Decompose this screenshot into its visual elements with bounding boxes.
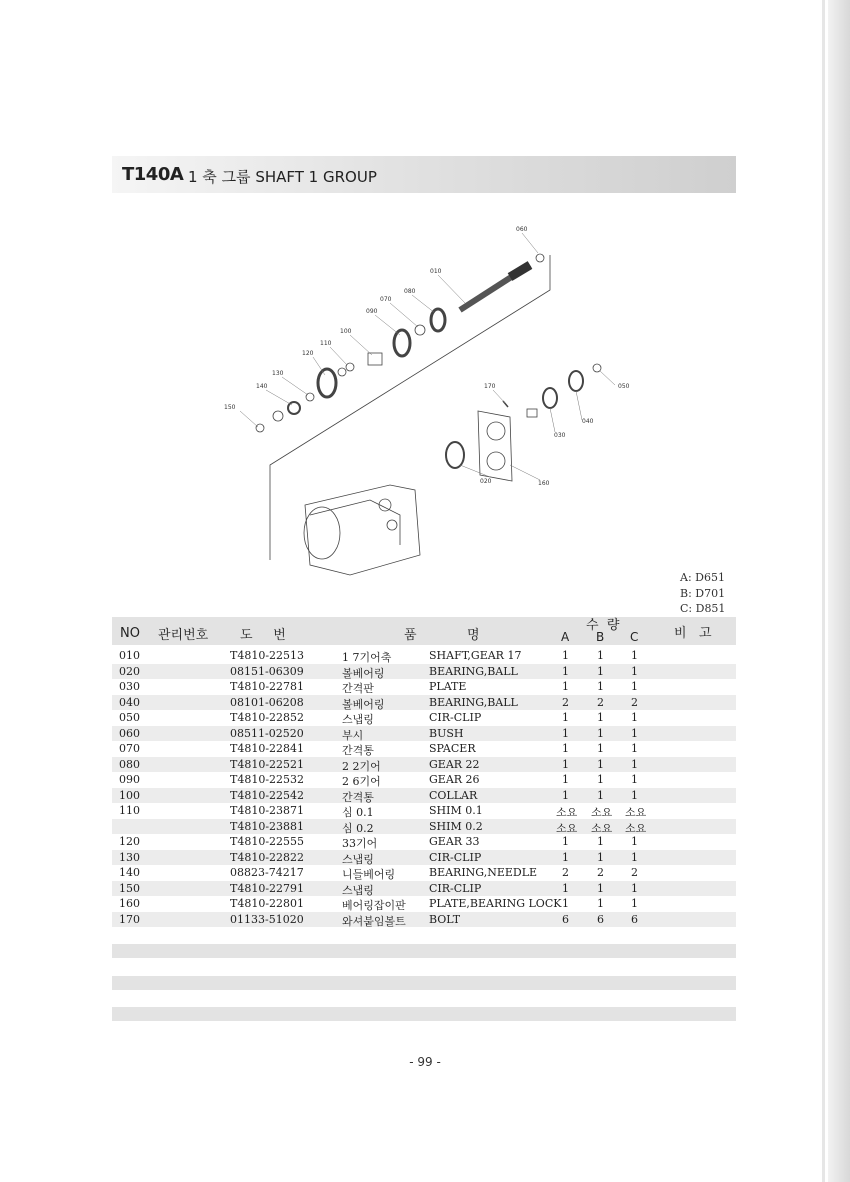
- table-row: [112, 648, 736, 664]
- snapring-050-part: [593, 364, 601, 372]
- row-qty-a: 2: [562, 866, 569, 879]
- row-qty-a: 1: [562, 881, 569, 895]
- row-no: 170: [119, 912, 140, 926]
- row-no: 060: [119, 726, 140, 740]
- row-part-number: 08823-74217: [230, 866, 304, 879]
- snap-ring-part: [256, 424, 264, 432]
- gear-33-part: [318, 369, 336, 397]
- bearing-part: [273, 411, 283, 421]
- row-qty-a: 1: [562, 726, 569, 740]
- row-korean-name: 볼베어링: [342, 666, 385, 680]
- callout-label: 140: [256, 383, 268, 390]
- row-english-name: BEARING,BALL: [429, 695, 518, 709]
- table-row: [112, 741, 736, 757]
- row-qty-a: 1: [562, 649, 569, 662]
- plate-030-part: [527, 409, 537, 417]
- table-header: [112, 617, 736, 645]
- table-row: [112, 850, 736, 866]
- row-qty-c: 6: [631, 912, 638, 926]
- row-qty-b: 1: [597, 664, 604, 678]
- empty-row-band: [112, 1007, 736, 1021]
- row-qty-a: 소요: [556, 821, 578, 835]
- bearing-020-part: [446, 442, 464, 468]
- row-part-number: T4810-22801: [230, 897, 305, 910]
- callout-label: 090: [366, 308, 378, 315]
- row-qty-c: 2: [631, 695, 638, 709]
- row-qty-a: 1: [562, 850, 569, 864]
- callout-label: 080: [404, 288, 416, 295]
- row-qty-c: 1: [631, 680, 638, 693]
- page-edge-line: [822, 0, 825, 1182]
- row-qty-c: 1: [631, 881, 638, 895]
- row-english-name: CIR-CLIP: [429, 711, 482, 724]
- callout-label: 120: [302, 350, 314, 357]
- row-korean-name: 부시: [342, 728, 364, 742]
- callout-label: 030: [554, 432, 566, 439]
- row-qty-b: 1: [597, 757, 604, 771]
- row-qty-a: 1: [562, 742, 569, 755]
- callout-label: 020: [480, 478, 492, 485]
- row-korean-name: 스냅링: [342, 713, 374, 726]
- row-part-number: T4810-23881: [230, 819, 305, 833]
- row-korean-name: 1 7기어축: [342, 651, 392, 664]
- row-qty-c: 1: [631, 711, 638, 724]
- spacer-part: [415, 325, 425, 335]
- row-part-number: T4810-22781: [230, 680, 305, 693]
- row-part-number: T4810-22532: [230, 773, 305, 786]
- row-qty-c: 1: [631, 726, 638, 740]
- row-no: 070: [119, 742, 140, 755]
- row-qty-b: 1: [597, 881, 604, 895]
- row-no: 030: [119, 680, 140, 693]
- row-korean-name: 33기어: [342, 837, 378, 850]
- row-qty-c: 1: [631, 897, 638, 910]
- header-quantity: 수 량: [586, 618, 620, 633]
- row-qty-b: 1: [597, 742, 604, 755]
- bush-part: [536, 254, 544, 262]
- empty-row-band: [112, 944, 736, 958]
- row-qty-b: 1: [597, 835, 604, 848]
- table-row: [112, 664, 736, 680]
- row-part-number: 08101-06208: [230, 695, 304, 709]
- row-english-name: PLATE,BEARING LOCK: [429, 897, 562, 910]
- row-qty-a: 1: [562, 757, 569, 771]
- row-english-name: GEAR 33: [429, 835, 480, 848]
- table-row: [112, 788, 736, 804]
- row-korean-name: 간격통: [342, 744, 374, 757]
- row-qty-a: 1: [562, 835, 569, 848]
- row-no: 090: [119, 773, 140, 786]
- table-row: [112, 757, 736, 773]
- row-qty-a: 1: [562, 711, 569, 724]
- table-row: [112, 803, 736, 819]
- header-b: B: [596, 630, 605, 644]
- row-korean-name: 스냅링: [342, 852, 374, 866]
- callout-label: 050: [618, 383, 630, 390]
- row-no: 140: [119, 866, 140, 879]
- title-text: 1 축 그룹 SHAFT 1 GROUP: [188, 168, 377, 186]
- row-korean-name: 심 0.2: [342, 821, 374, 835]
- row-english-name: PLATE: [429, 680, 467, 693]
- callout-label: 160: [538, 480, 550, 487]
- row-english-name: COLLAR: [429, 788, 478, 802]
- row-qty-b: 소요: [591, 806, 613, 819]
- table-row: [112, 772, 736, 788]
- header-name-1: 품: [404, 628, 417, 643]
- row-qty-a: 6: [562, 912, 569, 926]
- shim-part: [346, 363, 354, 371]
- gear-22-part: [431, 309, 445, 331]
- row-qty-b: 1: [597, 788, 604, 802]
- row-part-number: T4810-22521: [230, 757, 305, 771]
- model-variants: [680, 570, 725, 617]
- row-qty-a: 1: [562, 897, 569, 910]
- row-qty-a: 1: [562, 680, 569, 693]
- callout-label: 130: [272, 370, 284, 377]
- callout-label: 010: [430, 268, 442, 275]
- row-qty-c: 소요: [625, 806, 647, 819]
- row-part-number: 08151-06309: [230, 664, 304, 678]
- row-no: 050: [119, 711, 140, 724]
- row-english-name: BUSH: [429, 726, 464, 740]
- callout-label: 040: [582, 418, 594, 425]
- collar-part: [368, 353, 382, 365]
- row-part-number: T4810-22841: [230, 742, 305, 755]
- row-qty-c: 1: [631, 742, 638, 755]
- row-no: 010: [119, 649, 140, 662]
- header-remark: 비 고: [674, 626, 712, 641]
- row-korean-name: 니들베어링: [342, 868, 396, 881]
- row-english-name: CIR-CLIP: [429, 881, 482, 895]
- row-korean-name: 베어링잡이판: [342, 899, 406, 912]
- row-korean-name: 와셔붙임볼트: [342, 914, 406, 928]
- table-row: [112, 912, 736, 928]
- row-part-number: 08511-02520: [230, 726, 304, 740]
- row-qty-b: 1: [597, 726, 604, 740]
- row-qty-c: 1: [631, 757, 638, 771]
- table-row: [112, 881, 736, 897]
- row-korean-name: 2 2기어: [342, 759, 381, 773]
- row-english-name: SHIM 0.2: [429, 819, 483, 833]
- row-no: 040: [119, 695, 140, 709]
- title-bar: [112, 156, 736, 193]
- row-english-name: GEAR 26: [429, 773, 480, 786]
- row-qty-c: 1: [631, 835, 638, 848]
- bearing-040-part: [569, 371, 583, 391]
- header-mgmt-no: 관리번호: [158, 628, 209, 643]
- row-part-number: T4810-23871: [230, 804, 305, 817]
- table-row: [112, 726, 736, 742]
- row-part-number: T4810-22791: [230, 881, 305, 895]
- row-qty-c: 1: [631, 850, 638, 864]
- row-part-number: T4810-22852: [230, 711, 305, 724]
- row-no: 150: [119, 881, 140, 895]
- exploded-parts-diagram: [210, 215, 650, 600]
- callout-label: 150: [224, 404, 236, 411]
- row-korean-name: 간격통: [342, 790, 374, 804]
- row-english-name: SHAFT,GEAR 17: [429, 649, 522, 662]
- row-no: 080: [119, 757, 140, 771]
- row-korean-name: 2 6기어: [342, 775, 381, 788]
- row-qty-a: 1: [562, 788, 569, 802]
- row-part-number: 01133-51020: [230, 912, 304, 926]
- callout-label: 070: [380, 296, 392, 303]
- table-row: [112, 865, 736, 881]
- row-no: 160: [119, 897, 140, 910]
- row-qty-b: 소요: [591, 821, 613, 835]
- row-qty-b: 1: [597, 649, 604, 662]
- row-qty-b: 2: [597, 695, 604, 709]
- row-english-name: SHIM 0.1: [429, 804, 483, 817]
- title-code: T140A: [122, 164, 184, 185]
- row-qty-a: 1: [562, 664, 569, 678]
- table-row: [112, 695, 736, 711]
- row-qty-a: 1: [562, 773, 569, 786]
- row-english-name: GEAR 22: [429, 757, 480, 771]
- table-row: [112, 819, 736, 835]
- row-korean-name: 볼베어링: [342, 697, 385, 711]
- row-english-name: BOLT: [429, 912, 461, 926]
- page-edge-shadow: [828, 0, 850, 1182]
- row-qty-b: 1: [597, 897, 604, 910]
- callout-label: 100: [340, 328, 352, 335]
- row-qty-b: 1: [597, 680, 604, 693]
- row-part-number: T4810-22822: [230, 850, 305, 864]
- row-qty-c: 1: [631, 788, 638, 802]
- callout-label: 060: [516, 226, 528, 233]
- header-drawing-no: 도 번: [240, 628, 286, 643]
- row-part-number: T4810-22513: [230, 649, 305, 662]
- housing-part: [305, 485, 420, 575]
- row-no: 110: [119, 804, 140, 817]
- row-qty-c: 2: [631, 866, 638, 879]
- table-row: [112, 679, 736, 695]
- row-english-name: SPACER: [429, 742, 476, 755]
- row-qty-c: 1: [631, 664, 638, 678]
- variant-c: C: D851: [680, 602, 726, 615]
- row-qty-c: 1: [631, 649, 638, 662]
- row-qty-b: 1: [597, 711, 604, 724]
- empty-row-band: [112, 976, 736, 990]
- row-qty-a: 2: [562, 695, 569, 709]
- row-english-name: BEARING,BALL: [429, 664, 518, 678]
- row-part-number: T4810-22555: [230, 835, 305, 848]
- header-no: NO: [120, 626, 140, 641]
- page-number: - 99 -: [409, 1055, 441, 1069]
- table-row: [112, 710, 736, 726]
- row-qty-b: 1: [597, 773, 604, 786]
- gear-26-part: [394, 330, 410, 356]
- row-english-name: BEARING,NEEDLE: [429, 866, 538, 879]
- row-qty-a: 소요: [556, 806, 578, 819]
- row-no: 120: [119, 835, 140, 848]
- variant-a: A: D651: [680, 571, 725, 584]
- callout-label: 170: [484, 383, 496, 390]
- row-korean-name: 스냅링: [342, 883, 374, 897]
- table-row: [112, 896, 736, 912]
- row-qty-c: 소요: [625, 821, 647, 835]
- table-row: [112, 834, 736, 850]
- variant-b: B: D701: [680, 586, 726, 600]
- bearing-lock-plate-part: [478, 411, 512, 481]
- callout-label: 110: [320, 340, 332, 347]
- header-name-2: 명: [467, 628, 480, 643]
- row-qty-b: 1: [597, 850, 604, 864]
- row-no: 020: [119, 664, 140, 678]
- row-qty-b: 2: [597, 866, 604, 879]
- row-english-name: CIR-CLIP: [429, 850, 482, 864]
- row-no: 130: [119, 850, 140, 864]
- row-qty-b: 6: [597, 912, 604, 926]
- row-no: 100: [119, 788, 140, 802]
- header-a: A: [561, 630, 570, 644]
- header-c: C: [630, 630, 639, 644]
- row-korean-name: 간격판: [342, 682, 374, 695]
- row-part-number: T4810-22542: [230, 788, 305, 802]
- row-qty-c: 1: [631, 773, 638, 786]
- row-korean-name: 심 0.1: [342, 806, 374, 819]
